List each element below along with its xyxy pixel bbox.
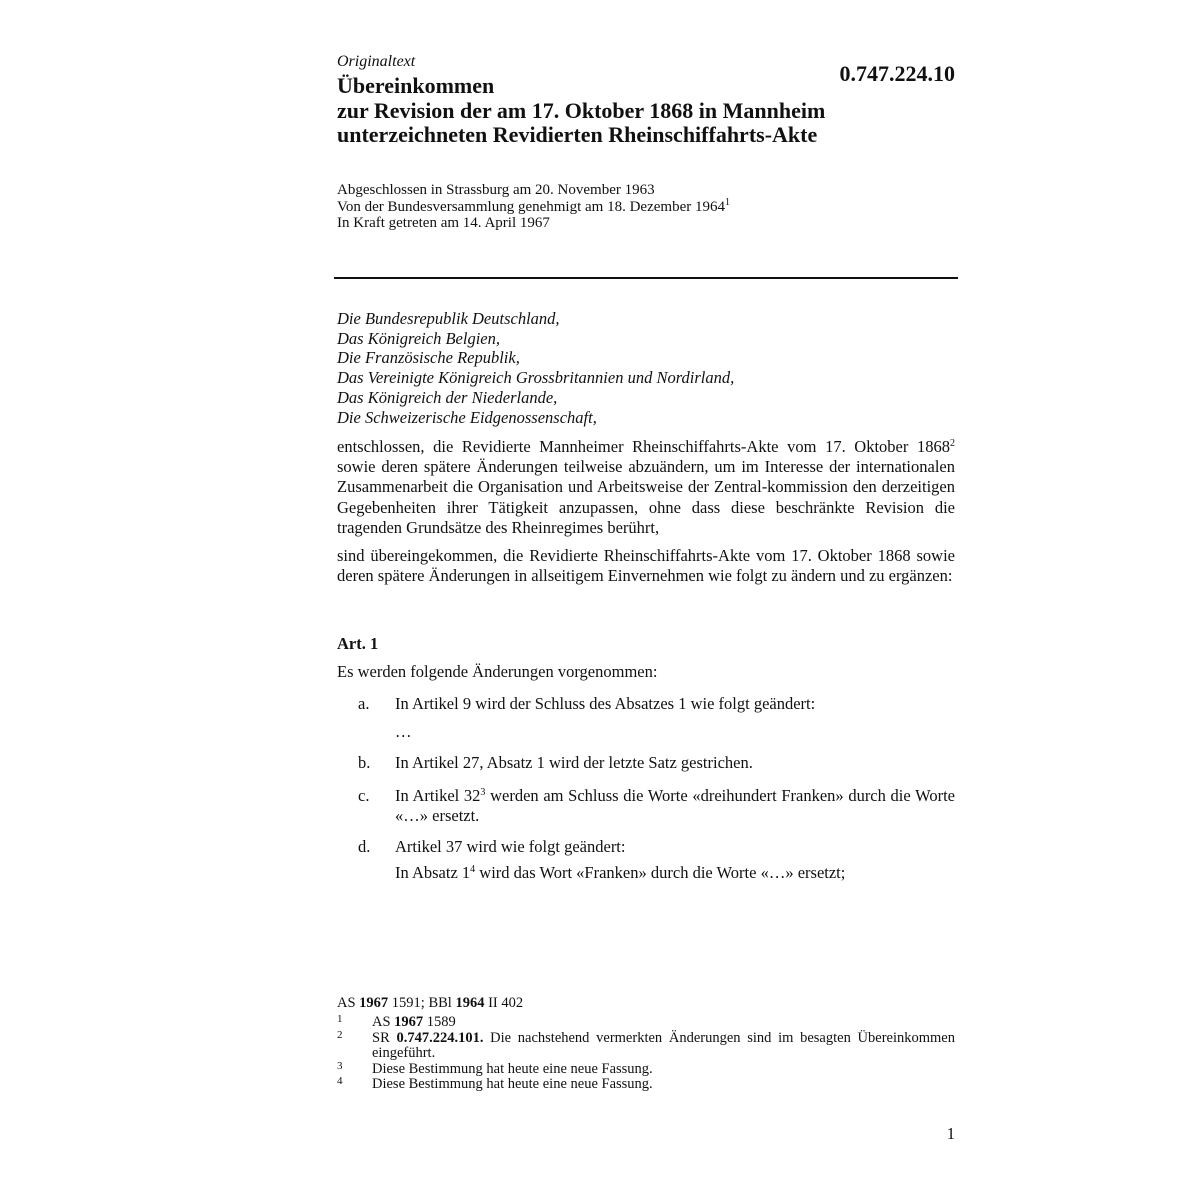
footnote-2 xyxy=(337,1028,955,1062)
approval-date xyxy=(337,196,957,216)
item-a-text: In Artikel 9 wird der Schluss des Absatzes 1 wie folgt geändert: xyxy=(395,694,816,713)
footnote-2-sr-link[interactable]: 0.747.224.101. xyxy=(396,1029,484,1046)
preamble-1-text-a: entschlossen, die Revidierte Mannheimer Rheinschiffahrts-Akte vom 17. Oktober 1868 xyxy=(337,437,950,456)
footnote-ref-4[interactable]: 4 xyxy=(470,864,476,875)
article-heading: Art. 1 xyxy=(337,634,379,653)
title-line-3: unterzeichneten Revidierten Rheinschiffahrts-Akte xyxy=(337,122,818,147)
official-collection-reference xyxy=(337,995,523,1012)
footnote-number: 3 xyxy=(337,1059,343,1072)
item-d-subtext xyxy=(395,863,955,883)
party-line: Die Schweizerische Eidgenossenschaft, xyxy=(337,407,597,427)
separator-rule xyxy=(334,277,958,279)
preamble-paragraph-2: sind übereingekommen, die Revidierte Rheinschiffahrts-Akte vom 17. Oktober 1868 sowie deren spätere Änderungen in allseitigem Einvernehmen wie folgt zu ändern und zu ergänzen: xyxy=(337,546,955,586)
item-c-text-a: In Artikel 32 xyxy=(395,786,481,805)
original-text-label: Originaltext xyxy=(337,53,416,70)
footnote-number: 4 xyxy=(337,1075,343,1087)
item-c-letter: c. xyxy=(358,786,370,805)
footnotes xyxy=(337,1015,955,1093)
item-d-sub-a: In Absatz 1 xyxy=(395,863,471,882)
footnote-4-text: Diese Bestimmung hat heute eine neue Fassung. xyxy=(372,1076,653,1092)
item-d-text: Artikel 37 wird wie folgt geändert: xyxy=(395,837,626,856)
page-number: 1 xyxy=(946,1124,955,1143)
footnote-1-b: 1589 xyxy=(423,1014,456,1030)
footnote-2-a: SR xyxy=(372,1029,397,1046)
footnote-1 xyxy=(337,1015,955,1031)
as-middle: 1591; BBl xyxy=(388,995,456,1011)
footnote-3-text: Diese Bestimmung hat heute eine neue Fassung. xyxy=(372,1060,653,1077)
concluded-date: Abgeschlossen in Strassburg am 20. November 1963 xyxy=(337,182,655,198)
party-line: Das Vereinigte Königreich Grossbritannien und Nordirland, xyxy=(337,368,735,388)
footnote-ref-3[interactable]: 3 xyxy=(480,787,486,798)
footnote-2-b: Die nachstehend vermerkten Änderungen sind im besagten Übereinkommen eingeführt. xyxy=(372,1029,955,1061)
preamble-1-text-b: sowie deren spätere Änderungen teilweise abzuändern, um im Interesse der internationalen Zusammenarbeit die Organisation und Arbeitsweise der Zentral-kommission den derzeitigen Gegebenheiten ihrer Tätigkeit anzupassen, ohne dass diese beschränkte Revision die tragenden Grundsätze des Rheinregimes berührt, xyxy=(337,457,955,537)
footnote-1-a: AS xyxy=(372,1014,395,1030)
footnote-1-bold: 1967 xyxy=(394,1014,424,1030)
contracting-parties xyxy=(337,309,957,427)
preamble-paragraph-1 xyxy=(337,437,955,538)
item-a-continuation: … xyxy=(395,722,412,741)
footnote-ref-2[interactable]: 2 xyxy=(950,438,955,449)
footnote-number: 2 xyxy=(337,1028,343,1041)
title-line-2: zur Revision der am 17. Oktober 1868 in Mannheim xyxy=(337,97,826,123)
article-intro: Es werden folgende Änderungen vorgenommen: xyxy=(337,662,658,681)
item-d-letter: d. xyxy=(358,837,371,856)
as-suffix: II 402 xyxy=(484,995,524,1011)
item-b-letter: b. xyxy=(358,753,371,772)
footnote-3 xyxy=(337,1059,955,1078)
footnote-ref-1[interactable]: 1 xyxy=(724,196,730,208)
approval-date-text: Von der Bundesversammlung genehmigt am 18. Dezember 1964 xyxy=(337,198,725,215)
item-b-text: In Artikel 27, Absatz 1 wird der letzte Satz gestrichen. xyxy=(395,753,753,772)
footnote-number: 1 xyxy=(337,1013,343,1025)
title-line-1: Übereinkommen xyxy=(337,73,495,98)
in-force-date: In Kraft getreten am 14. April 1967 xyxy=(337,215,550,231)
footnote-4 xyxy=(337,1077,955,1093)
date-block xyxy=(337,182,957,232)
party-line: Das Königreich Belgien, xyxy=(337,328,500,348)
sr-number: 0.747.224.10 xyxy=(839,61,955,86)
as-year: 1967 xyxy=(359,995,389,1011)
party-line: Die Bundesrepublik Deutschland, xyxy=(337,309,560,328)
as-prefix: AS xyxy=(337,995,360,1011)
bbl-year: 1964 xyxy=(455,995,485,1011)
item-c-text xyxy=(395,786,955,825)
document-title xyxy=(337,74,957,148)
item-a-letter: a. xyxy=(358,694,370,713)
item-c-text-b: werden am Schluss die Worte «dreihundert Franken» durch die Worte «…» ersetzt. xyxy=(395,786,955,825)
item-d-sub-b: wird das Wort «Franken» durch die Worte «…» ersetzt; xyxy=(475,863,846,882)
party-line: Das Königreich der Niederlande, xyxy=(337,387,558,407)
party-line: Die Französische Republik, xyxy=(337,348,520,368)
